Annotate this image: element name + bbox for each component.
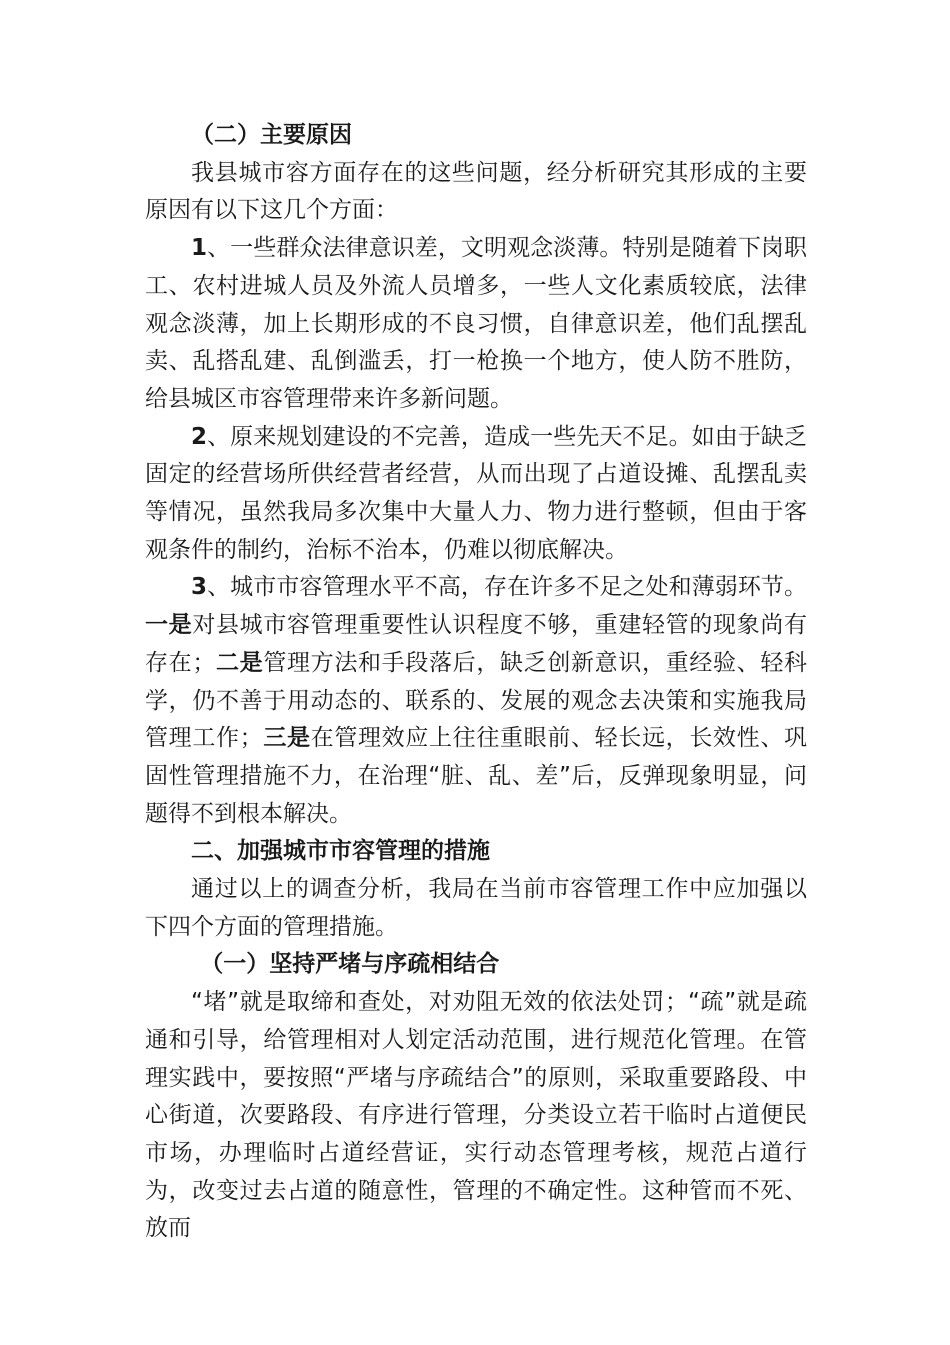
section-heading-measures: 二、加强城市市容管理的措施 [191, 838, 490, 865]
item-text: 管理方法和手段落后，缺乏创新意识，重经验、轻科学，仍不善于用动态的、联系的、发展的观念去决策和实施我局管理工作； [145, 649, 808, 752]
point-text: 、一些群众法律意识差，文明观念淡薄。特别是随着下岗职工、农村进城人员及外流人员增多，一些人文化素质较底，法律观念淡薄，加上长期形成的不良习惯，自律意识差，他们乱摆乱卖、乱搭乱建、乱倒滥丢，打一枪换一个地方，使人防不胜防，给县城区市容管理带来许多新问题。 [145, 235, 807, 412]
point-number: 1 [191, 235, 208, 262]
point-number: 2 [191, 423, 208, 450]
item-label: 二是 [215, 649, 264, 676]
item-label: 一是 [145, 612, 193, 639]
item-text: 对县城市容管理重要性认识程度不够，重建轻管的现象尚有存在； [145, 612, 808, 676]
paragraph-cause-3 [145, 569, 807, 833]
paragraph-cause-1 [145, 230, 807, 419]
point-text: 、原来规划建设的不完善，造成一些先天不足。如由于缺乏固定的经营场所供经营者经营，从而出现了占道设摊、乱摆乱卖等情况，虽然我局多次集中大量人力、物力进行整顿，但由于客观条件的制约，治标不治本，仍难以彻底解决。 [145, 423, 807, 563]
paragraph-measures-intro: 通过以上的调查分析，我局在当前市容管理工作中应加强以下四个方面的管理措施。 [145, 876, 807, 940]
paragraph-cause-2 [145, 419, 807, 570]
item-text: 在管理效应上往往重眼前、轻长远，长效性、巩固性管理措施不力，在治理“脏、乱、差”后，反弹现象明显，问题得不到根本解决。 [145, 725, 808, 827]
item-label: 三是 [262, 725, 311, 752]
paragraph-block-and-guide: “堵”就是取缔和查处，对劝阻无效的依法处罚；“疏”就是疏通和引导，给管理相对人划定活动范围，进行规范化管理。在管理实践中，要按照“严堵与序疏结合”的原则，采取重要路段、中心街道，次要路段、有序进行管理，分类设立若干临时占道便民市场，办理临时占道经营证，实行动态管理考核，规范占道行为，改变过去占道的随意性，管理的不确定性。这种管而不死、放而 [145, 989, 807, 1242]
sub-heading-block-and-guide: （一）坚持严堵与序疏相结合 [200, 951, 500, 978]
section-heading-main-causes: （二）主要原因 [191, 122, 352, 148]
point-text: 、城市市容管理水平不高，存在许多不足之处和薄弱环节。 [207, 574, 807, 601]
paragraph-causes-intro: 我县城市容方面存在的这些问题，经分析研究其形成的主要原因有以下这几个方面： [145, 159, 807, 224]
document-body [145, 117, 807, 1248]
point-number: 3 [191, 574, 208, 601]
